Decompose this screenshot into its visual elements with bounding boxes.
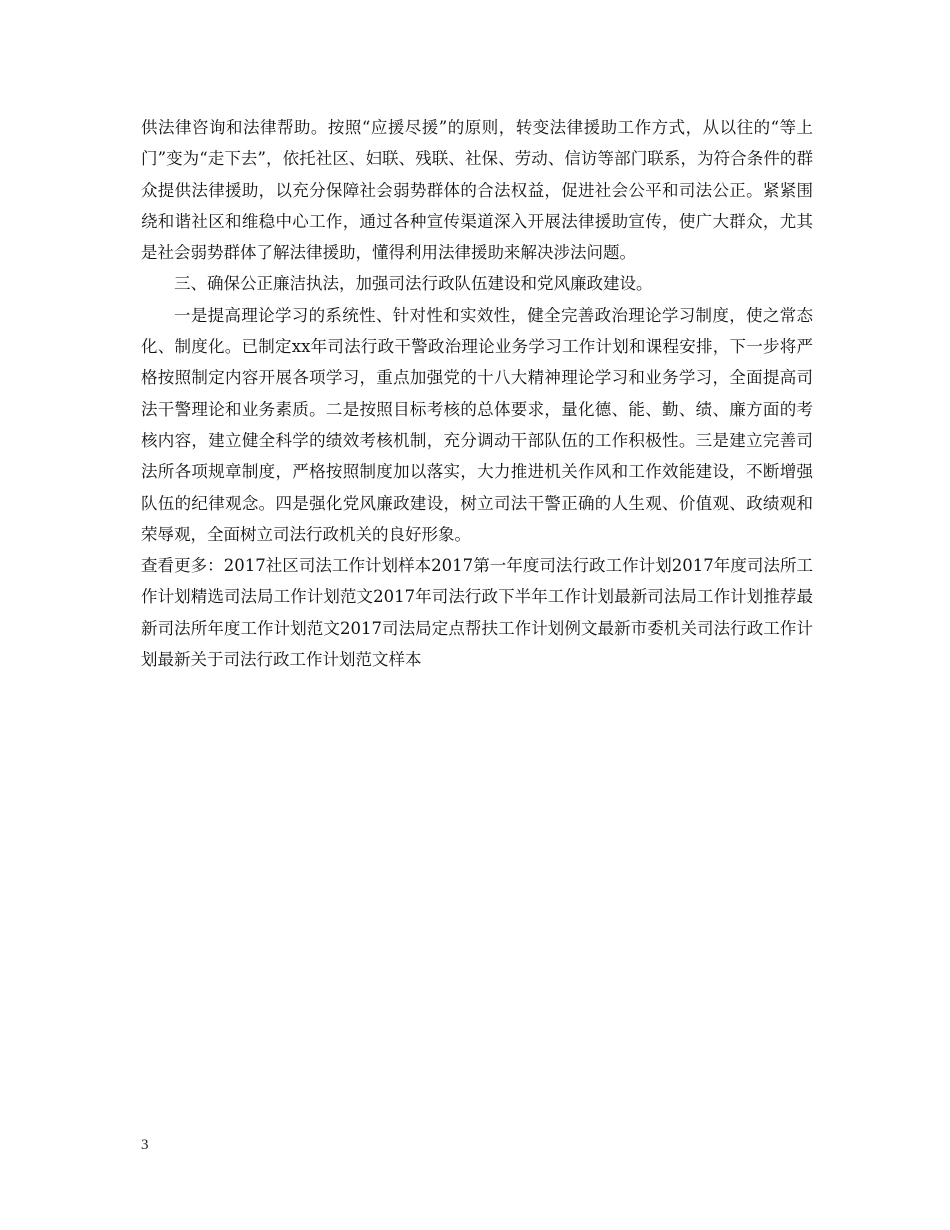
paragraph-team-building: 一是提高理论学习的系统性、针对性和实效性，健全完善政治理论学习制度，使之常态化、制度化。已制定xx年司法行政干警政治理论业务学习工作计划和课程安排，下一步将严格按照制定内容开展各项学习，重点加强党的十八大精神理论学习和业务学习，全面提高司法干警理论和业务素质。二是按照目标考核的总体要求，量化德、能、勤、绩、廉方面的考核内容，建立健全科学的绩效考核机制，充分调动干部队伍的工作积极性。三是建立完善司法所各项规章制度，严格按照制度加以落实，大力推进机关作风和工作效能建设，不断增强队伍的纪律观念。四是强化党风廉政建设，树立司法干警正确的人生观、价值观、政绩观和荣辱观，全面树立司法行政机关的良好形象。 xyxy=(141,305,813,544)
section-heading-three: 三、确保公正廉洁执法，加强司法行政队伍建设和党风廉政建设。 xyxy=(174,274,653,294)
document-body xyxy=(141,112,813,675)
page-number: 3 xyxy=(141,1137,149,1153)
see-more-links[interactable]: 查看更多：2017社区司法工作计划样本2017第一年度司法行政工作计划2017年度司法所工作计划精选司法局工作计划范文2017年司法行政下半年工作计划最新司法局工作计划推荐最新司法所年度工作计划范文2017司法局定点帮扶工作计划例文最新市委机关司法行政工作计划最新关于司法行政工作计划范文样本 xyxy=(141,556,813,670)
paragraph-legal-aid: 供法律咨询和法律帮助。按照“应援尽援”的原则，转变法律援助工作方式，从以往的“等上门”变为“走下去”，依托社区、妇联、残联、社保、劳动、信访等部门联系，为符合条件的群众提供法律援助，以充分保障社会弱势群体的合法权益，促进社会公平和司法公正。紧紧围绕和谐社区和维稳中心工作，通过各种宣传渠道深入开展法律援助宣传，使广大群众，尤其是社会弱势群体了解法律援助，懂得利用法律援助来解决涉法问题。 xyxy=(141,118,813,263)
